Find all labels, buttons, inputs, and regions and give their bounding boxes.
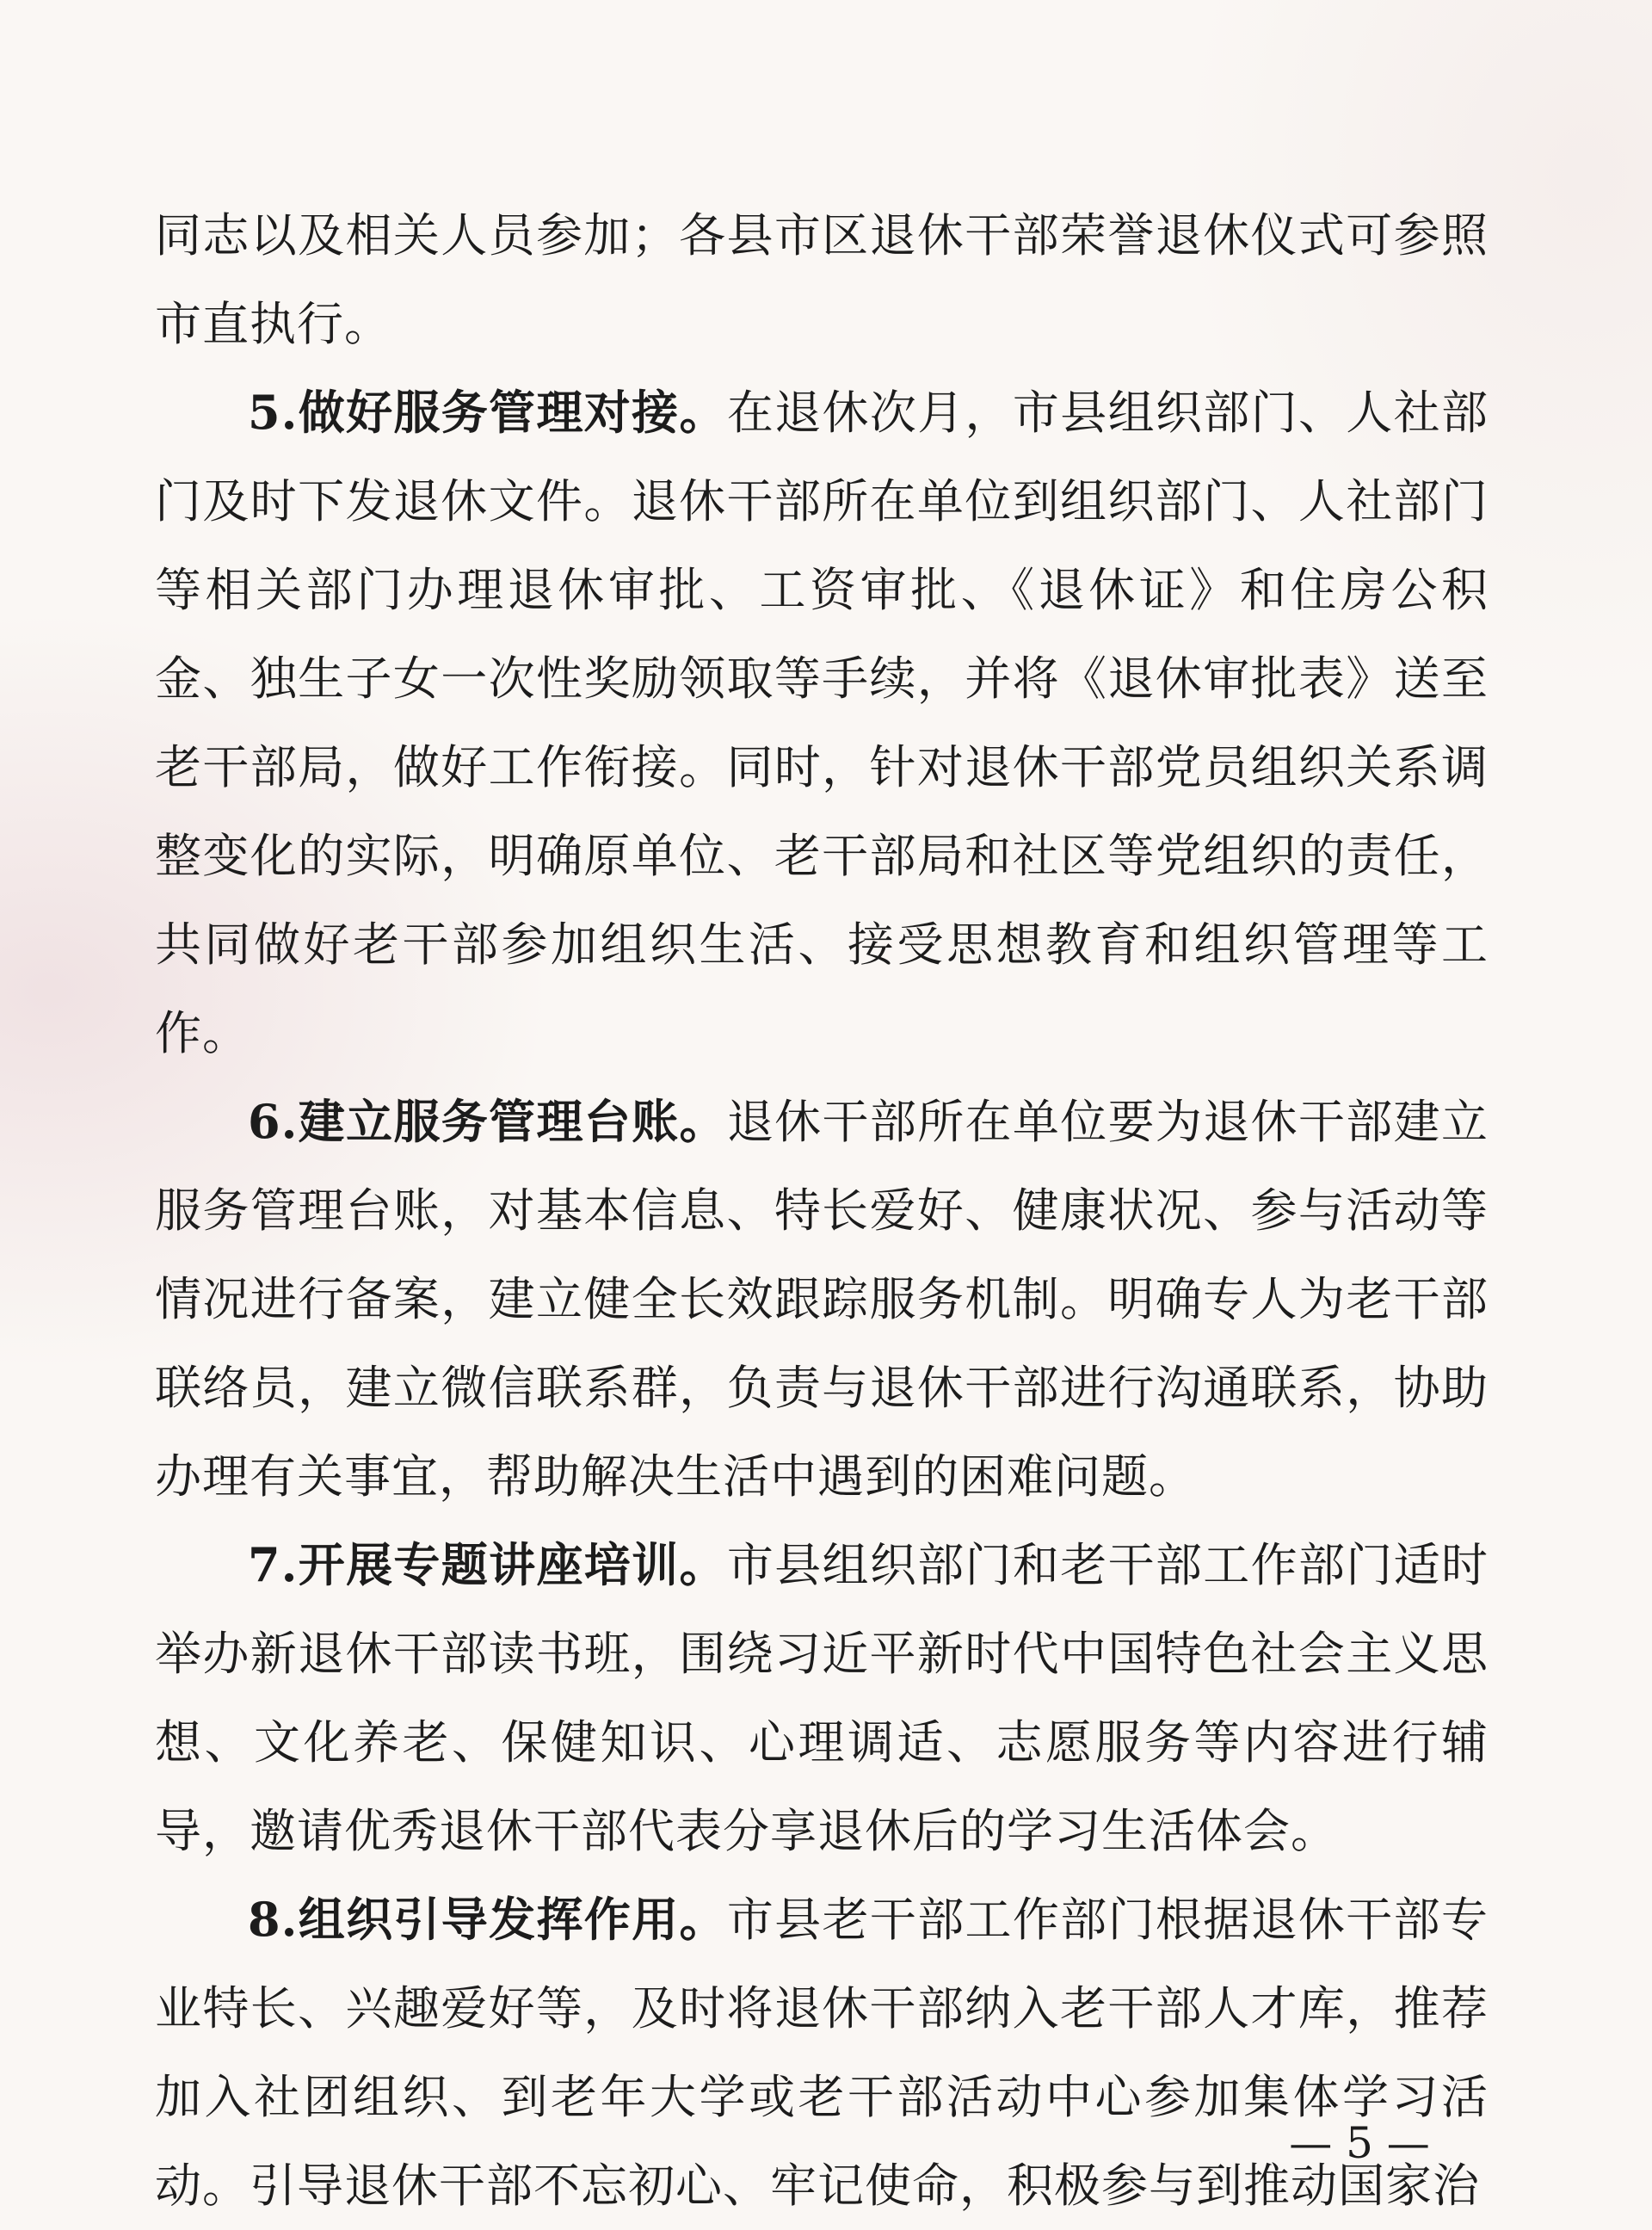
paragraph-text: 同志以及相关人员参加；各县市区退休干部荣誉退休仪式可参照市直执行。	[155, 208, 1489, 351]
paragraph-text: 市县组织部门和老干部工作部门适时举办新退休干部读书班，围绕习近平新时代中国特色社会主义思想、文化养老、保健知识、心理调适、志愿服务等内容进行辅导，邀请优秀退休干部代表分享退休后的学习生活体会。	[155, 1538, 1489, 1858]
paragraph-item-8	[155, 1875, 1489, 2230]
paragraph-heading: 7.开展专题讲座培训。	[248, 1537, 727, 1592]
paragraph-continuation	[155, 191, 1489, 368]
paragraph-text: 退休干部所在单位要为退休干部建立服务管理台账，对基本信息、特长爱好、健康状况、参与活动等情况进行备案，建立健全长效跟踪服务机制。明确专人为老干部联络员，建立微信联系群，负责与退休干部进行沟通联系，协助办理有关事宜，帮助解决生活中遇到的困难问题。	[155, 1095, 1489, 1504]
paragraph-item-7	[155, 1521, 1489, 1875]
paragraph-text: 在退休次月，市县组织部门、人社部门及时下发退休文件。退休干部所在单位到组织部门、人社部门等相关部门办理退休审批、工资审批、《退休证》和住房公积金、独生子女一次性奖励领取等手续，并将《退休审批表》送至老干部局，做好工作衔接。同时，针对退休干部党员组织关系调整变化的实际，明确原单位、老干部局和社区等党组织的责任，共同做好老干部参加组织生活、接受思想教育和组织管理等工作。	[155, 386, 1489, 1060]
paragraph-heading: 5.做好服务管理对接。	[248, 385, 727, 440]
paragraph-text: 市县老干部工作部门根据退休干部专业特长、兴趣爱好等，及时将退休干部纳入老干部人才库，推荐加入社团组织、到老年大学或老干部活动中心参加集体学习活动。引导退休干部不忘初心、牢记使命，积极参与到推动国家治	[155, 1893, 1489, 2213]
paragraph-heading: 6.建立服务管理台账。	[248, 1094, 727, 1149]
paragraph-item-6	[155, 1078, 1489, 1521]
page-number: — 5 —	[1289, 2118, 1430, 2168]
paragraph-heading: 8.组织引导发挥作用。	[248, 1892, 727, 1947]
body-text	[155, 191, 1489, 2230]
paragraph-item-5	[155, 368, 1489, 1078]
